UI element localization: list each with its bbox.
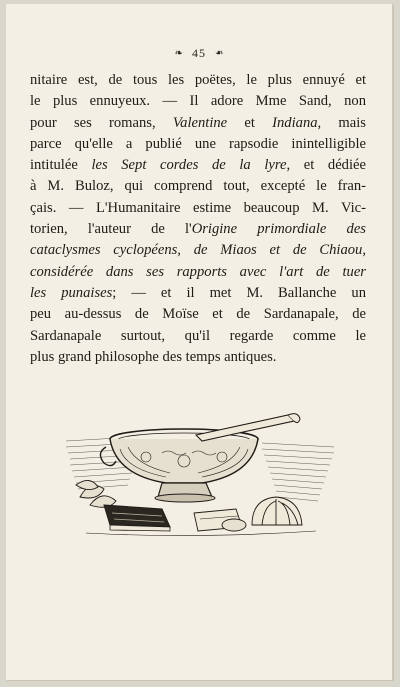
text-run: le plus ennuyeux. — Il adore Mme Sand, non — [30, 93, 366, 110]
italic-title-text: les Sept cordes de la lyre — [91, 157, 287, 174]
text-line — [30, 326, 366, 347]
italic-title-text: Valentine — [172, 114, 228, 131]
italic-title-text: cataclysmes cyclopéens, de Miaos et de Chiaou, — [30, 242, 366, 259]
text-line — [30, 155, 366, 176]
still-life-vignette — [66, 409, 336, 539]
text-line — [30, 283, 366, 304]
text-run: et — [227, 114, 273, 131]
text-run: çais. — L'Humanitaire estime beaucoup M. Vic- — [30, 199, 366, 216]
text-run: nitaire est, de tous les poëtes, le plus ennuyé et — [30, 72, 366, 88]
text-run: , et dédiée — [286, 157, 366, 174]
text-run: intitulée — [30, 157, 92, 174]
text-line — [30, 176, 366, 197]
italic-title-text: considérée dans ses rapports avec l'art de tuer — [30, 263, 366, 280]
text-line — [30, 70, 366, 91]
text-line — [30, 134, 366, 155]
text-run: torien, l'auteur de l' — [30, 221, 192, 238]
text-run: Sardanapale surtout, qu'il regarde comme le — [30, 327, 366, 344]
right-fleuron-icon: ❧ — [214, 48, 224, 59]
text-line — [30, 219, 366, 240]
text-run: , mais — [317, 114, 366, 131]
text-line — [30, 91, 366, 112]
text-run: plus grand philosophe des temps antiques. — [30, 348, 277, 365]
text-line — [30, 113, 366, 134]
text-run: ; — et il met M. Ballanche un — [112, 284, 366, 301]
text-line — [30, 347, 366, 368]
book-page — [6, 4, 393, 680]
body-text — [30, 70, 366, 368]
page-number: 45 — [192, 46, 206, 60]
text-line — [30, 262, 366, 283]
text-run: parce qu'elle a publié une rapsodie inintelligible — [30, 135, 366, 152]
text-line — [30, 240, 366, 261]
text-line — [30, 198, 366, 219]
text-run: à M. Buloz, qui comprend tout, excepté le fran- — [30, 178, 366, 195]
italic-title-text: Origine primordiale des — [191, 221, 366, 238]
text-line — [30, 304, 366, 325]
italic-title-text: Indiana — [272, 114, 318, 131]
italic-title-text: les punaises — [30, 284, 113, 301]
text-run: peu au-dessus de Moïse et de Sardanapale, de — [30, 306, 366, 323]
text-run: pour ses romans, — [30, 114, 173, 131]
left-fleuron-icon: ❧ — [174, 48, 184, 59]
page-header — [6, 46, 392, 61]
